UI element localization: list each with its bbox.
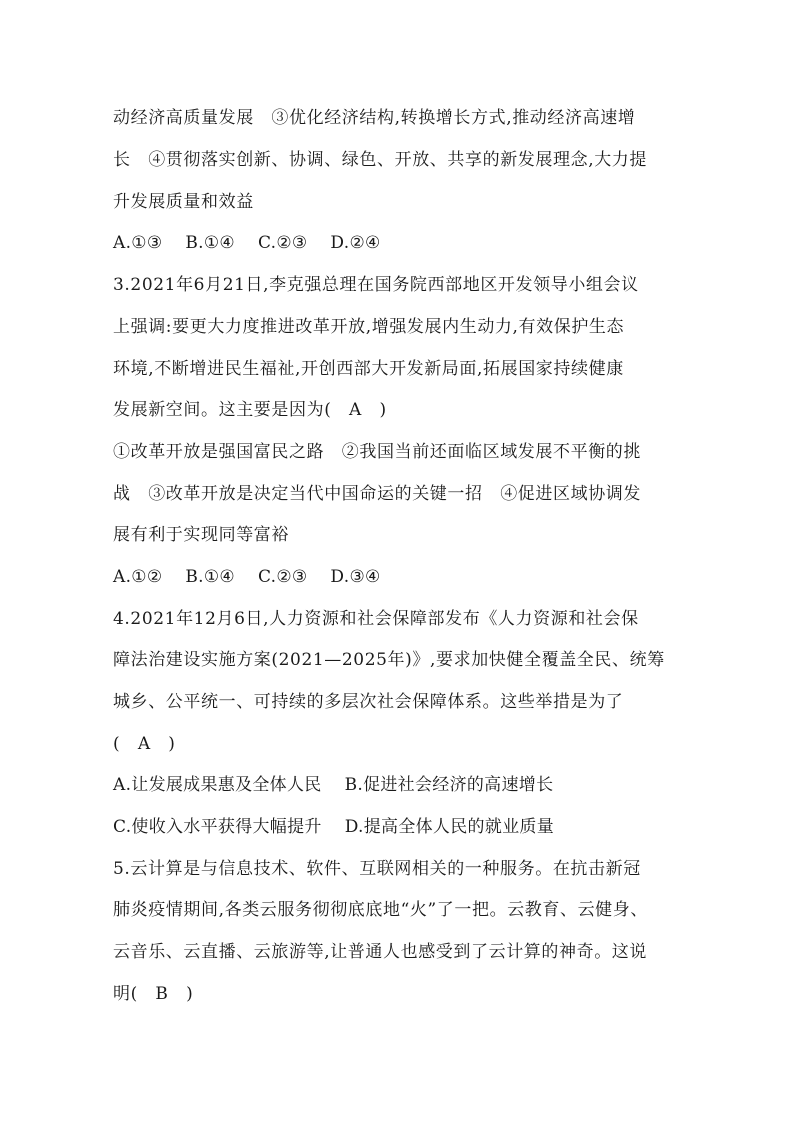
text-line: 展有利于实现同等富裕 [113, 525, 289, 545]
text-line: 明( B ) [113, 984, 194, 1004]
answer-options: A.①② B.①④ C.②③ D.③④ [113, 567, 381, 587]
text-line: 战 ③改革开放是决定当代中国命运的关键一招 ④促进区域协调发 [113, 484, 641, 504]
text-line: 长 ④贯彻落实创新、协调、绿色、开放、共享的新发展理念,大力提 [113, 150, 648, 170]
text-line: 障法治建设实施方案(2021—2025年)》,要求加快健全覆盖全民、统筹 [113, 650, 665, 670]
question-4-line: 4.2021年12月6日,人力资源和社会保障部发布《人力资源和社会保 [113, 609, 639, 629]
text-line: 云音乐、云直播、云旅游等,让普通人也感受到了云计算的神奇。这说 [113, 942, 648, 962]
text-line: 发展新空间。这主要是因为( A ) [113, 400, 387, 420]
text-line: 动经济高质量发展 ③优化经济结构,转换增长方式,推动经济高速增 [113, 108, 636, 128]
text-line: 环境,不断增进民生福祉,开创西部大开发新局面,拓展国家持续健康 [113, 359, 624, 379]
text-line: 肺炎疫情期间,各类云服务彻彻底底地“火”了一把。云教育、云健身、 [113, 900, 648, 920]
text-line: ①改革开放是强国富民之路 ②我国当前还面临区域发展不平衡的挑 [113, 442, 641, 462]
answer-options: A.让发展成果惠及全体人民 B.促进社会经济的高速增长 [113, 775, 554, 795]
answer-options: A.①③ B.①④ C.②③ D.②④ [113, 233, 381, 253]
answer-options: C.使收入水平获得大幅提升 D.提高全体人民的就业质量 [113, 817, 555, 837]
answer-bracket: ( A ) [113, 734, 176, 754]
question-5-line: 5.云计算是与信息技术、软件、互联网相关的一种服务。在抗击新冠 [113, 859, 641, 879]
text-line: 城乡、公平统一、可持续的多层次社会保障体系。这些举措是为了 [113, 692, 624, 712]
text-line: 上强调:要更大力度推进改革开放,增强发展内生动力,有效保护生态 [113, 317, 625, 337]
text-line: 升发展质量和效益 [113, 192, 254, 212]
question-3-line: 3.2021年6月21日,李克强总理在国务院西部地区开发领导小组会议 [113, 275, 639, 295]
